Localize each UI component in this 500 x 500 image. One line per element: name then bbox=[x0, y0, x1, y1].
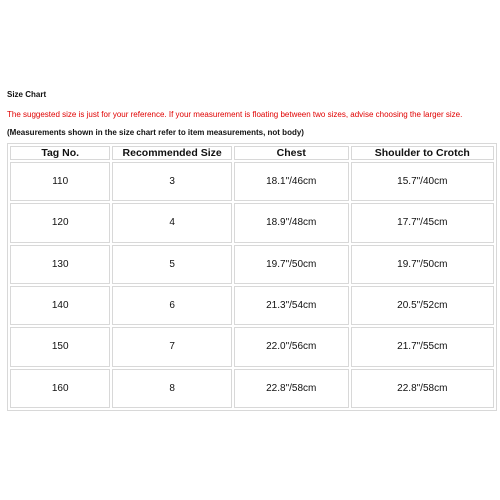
cell-recommended-size: 8 bbox=[112, 369, 232, 408]
table-row bbox=[10, 245, 494, 284]
table-row bbox=[10, 369, 494, 408]
cell-tag-no: 120 bbox=[10, 203, 110, 242]
table-row bbox=[10, 203, 494, 242]
header-tag-no: Tag No. bbox=[10, 146, 110, 160]
header-recommended-size: Recommended Size bbox=[112, 146, 232, 160]
cell-recommended-size: 4 bbox=[112, 203, 232, 242]
cell-shoulder-to-crotch: 15.7"/40cm bbox=[351, 162, 494, 201]
table-row bbox=[10, 327, 494, 366]
cell-chest: 18.1"/46cm bbox=[234, 162, 349, 201]
table-row bbox=[10, 286, 494, 325]
size-chart-table bbox=[7, 143, 497, 411]
cell-recommended-size: 7 bbox=[112, 327, 232, 366]
reference-note: The suggested size is just for your reference. If your measurement is floating between two sizes, advise choosing the larger size. bbox=[7, 110, 463, 119]
table-row bbox=[10, 162, 494, 201]
cell-shoulder-to-crotch: 22.8"/58cm bbox=[351, 369, 494, 408]
cell-chest: 21.3"/54cm bbox=[234, 286, 349, 325]
cell-tag-no: 140 bbox=[10, 286, 110, 325]
cell-chest: 18.9"/48cm bbox=[234, 203, 349, 242]
cell-chest: 22.0"/56cm bbox=[234, 327, 349, 366]
measurement-note: (Measurements shown in the size chart refer to item measurements, not body) bbox=[7, 128, 304, 137]
cell-tag-no: 110 bbox=[10, 162, 110, 201]
table-header-row bbox=[10, 146, 494, 160]
header-shoulder-to-crotch: Shoulder to Crotch bbox=[351, 146, 494, 160]
cell-shoulder-to-crotch: 17.7"/45cm bbox=[351, 203, 494, 242]
cell-tag-no: 130 bbox=[10, 245, 110, 284]
cell-chest: 22.8"/58cm bbox=[234, 369, 349, 408]
cell-recommended-size: 5 bbox=[112, 245, 232, 284]
cell-recommended-size: 6 bbox=[112, 286, 232, 325]
cell-shoulder-to-crotch: 21.7"/55cm bbox=[351, 327, 494, 366]
cell-chest: 19.7"/50cm bbox=[234, 245, 349, 284]
cell-recommended-size: 3 bbox=[112, 162, 232, 201]
cell-tag-no: 150 bbox=[10, 327, 110, 366]
page-title: Size Chart bbox=[7, 90, 47, 99]
cell-tag-no: 160 bbox=[10, 369, 110, 408]
header-chest: Chest bbox=[234, 146, 349, 160]
cell-shoulder-to-crotch: 19.7"/50cm bbox=[351, 245, 494, 284]
cell-shoulder-to-crotch: 20.5"/52cm bbox=[351, 286, 494, 325]
